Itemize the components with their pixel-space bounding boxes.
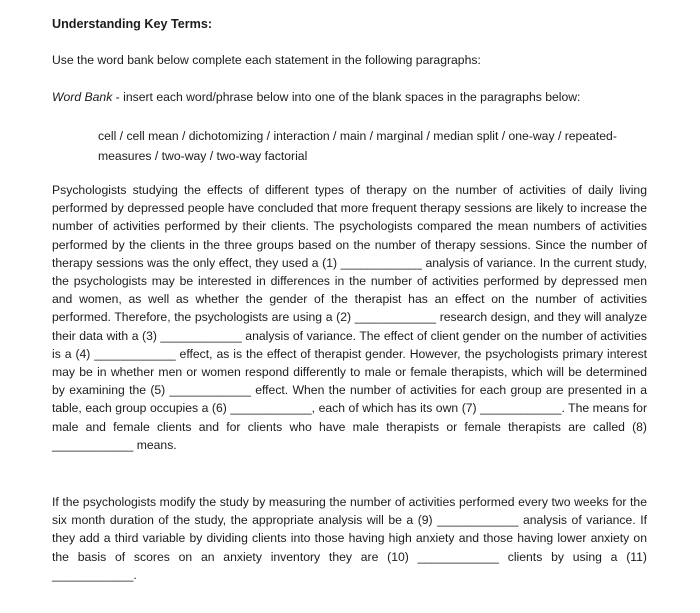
word-bank-label: Word Bank [52,90,113,104]
paragraph-2: If the psychologists modify the study by measuring the number of activities performed every two weeks for the six month duration of the study, the appropriate analysis will be a (9) ____________ analysis of variance. If they add a third variable by dividing clients into those having high anxiety and those having lower anxiety on the basis of scores on an anxiety inventory they are (10) ____________ clients by using a (11) ____________. [52,495,647,582]
page-title: Understanding Key Terms: [52,17,213,31]
word-bank-intro [52,90,580,104]
word-bank-list: cell / cell mean / dichotomizing / interaction / main / marginal / median split / one-way / repeated-measures / two-way / two-way factorial [98,129,617,163]
paragraph-1: Psychologists studying the effects of different types of therapy on the number of activities of daily living performed by depressed people have concluded that more frequent therapy sessions are likely to increase the number of activities performed by their clients. The psychologists compared the mean numbers of activities performed by the clients in the three groups based on the number of therapy sessions. Since the number of therapy sessions was the only effect, they used a (1) ____________ analysis of variance. In the current study, the psychologists may be interested in differences in the number of activities performed by depressed men and women, as well as whether the gender of the therapist has an effect on the number of activities performed. Therefore, the psychologists are using a (2) ____________ research design, and they will analyze their data with a (3) ____________ analysis of variance. The effect of client gender on the number of activities is a (4) ____________ effect, as is the effect of therapist gender. However, the psychologists primary interest may be in whether men or women respond differently to male or female therapists, which will be determined by examining the (5) ____________ effect. When the number of activities for each group are presented in a table, each group occupies a (6) ____________, each of which has its own (7) ____________. The means for male and female clients and for clients who have male therapists or female therapists are called (8) ____________ means. [52,183,647,452]
instruction-text: Use the word bank below complete each statement in the following paragraphs: [52,53,481,67]
word-bank-description: - insert each word/phrase below into one of the blank spaces in the paragraphs below: [112,90,581,104]
